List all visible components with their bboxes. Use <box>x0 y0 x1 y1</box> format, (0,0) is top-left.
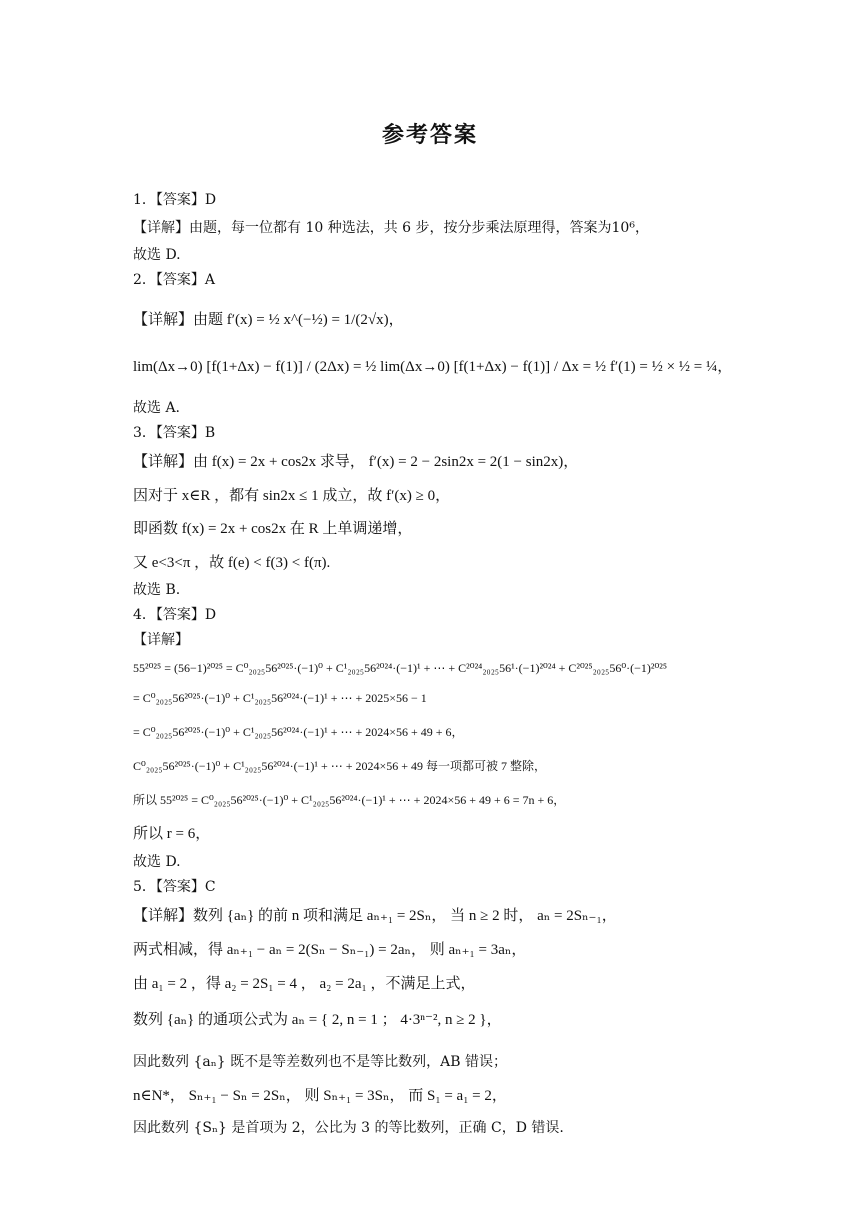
q1-detail: 【详解】由题，每一位都有 10 种选法，共 6 步，按分步乘法原理得，答案为10⁶， <box>133 220 649 236</box>
q3-answer: 3．【答案】B <box>133 425 216 441</box>
q5-detail: 【详解】数列 {aₙ} 的前 n 项和满足 aₙ₊₁ = 2Sₙ， 当 n ≥ 2 时， aₙ = 2Sₙ₋₁， <box>133 908 617 924</box>
q5-step6: 因此数列 {Sₙ} 是首项为 2，公比为 3 的等比数列，正确 C，D 错误. <box>133 1120 564 1136</box>
q3-step2: 即函数 f(x) = 2x + cos2x 在 R 上单调递增， <box>133 521 413 537</box>
q4-answer: 4．【答案】D <box>133 607 217 623</box>
q1-answer: 1．【答案】D <box>133 192 217 208</box>
q5-step1: 两式相减，得 aₙ₊₁ − aₙ = 2(Sₙ − Sₙ₋₁) = 2aₙ， 则 aₙ₊₁ = 3aₙ， <box>133 942 527 958</box>
q3-step3: 又 e<3<π ，故 f(e) < f(3) < f(π). <box>133 555 331 571</box>
q5-step3: 数列 {aₙ} 的通项公式为 aₙ = { 2, n = 1 ； 4·3ⁿ⁻², n ≥ 2 }， <box>133 1012 502 1028</box>
q4-eq2: = C⁰₂₀₂₅56²⁰²⁵·(−1)⁰ + C¹₂₀₂₅56²⁰²⁴·(−1)¹ + ⋯ + 2025×56 − 1 <box>133 691 427 705</box>
q2-limit: lim(Δx→0) [f(1+Δx) − f(1)] / (2Δx) = ½ lim(Δx→0) [f(1+Δx) − f(1)] / Δx = ½ f′(1) = ½ × ½ = ¼， <box>133 359 733 375</box>
q3-choice: 故选 B. <box>133 582 181 598</box>
q5-step5: n∈N*， Sₙ₊₁ − Sₙ = 2Sₙ， 则 Sₙ₊₁ = 3Sₙ， 而 S₁ = a₁ = 2， <box>133 1088 507 1104</box>
q3-step1: 因对于 x∈R ，都有 sin2x ≤ 1 成立，故 f′(x) ≥ 0， <box>133 488 451 504</box>
q4-detail: 【详解】 <box>133 632 189 648</box>
q3-detail: 【详解】由 f(x) = 2x + cos2x 求导， f′(x) = 2 − 2sin2x = 2(1 − sin2x)， <box>133 454 579 470</box>
q4-choice: 故选 D. <box>133 854 181 870</box>
q4-eq5: 所以 55²⁰²⁵ = C⁰₂₀₂₅56²⁰²⁵·(−1)⁰ + C¹₂₀₂₅56²⁰²⁴·(−1)¹ + ⋯ + 2024×56 + 49 + 6 = 7n + 6， <box>133 793 566 807</box>
q4-eq4: C⁰₂₀₂₅56²⁰²⁵·(−1)⁰ + C¹₂₀₂₅56²⁰²⁴·(−1)¹ + ⋯ + 2024×56 + 49 每一项都可被 7 整除， <box>133 759 547 773</box>
q2-detail: 【详解】由题 f′(x) = ½ x^(−½) = 1/(2√x)， <box>133 312 404 328</box>
q4-eq1: 55²⁰²⁵ = (56−1)²⁰²⁵ = C⁰₂₀₂₅56²⁰²⁵·(−1)⁰ + C¹₂₀₂₅56²⁰²⁴·(−1)¹ + ⋯ + C²⁰²⁴₂₀₂₅56¹·(−1)²⁰²⁴ + C²⁰²⁵₂₀₂₅56⁰·(−1)²⁰²⁵ <box>133 661 668 675</box>
page-title: 参考答案 <box>381 123 478 148</box>
q5-step4: 因此数列 {aₙ} 既不是等差数列也不是等比数列，AB 错误； <box>133 1054 507 1070</box>
q2-answer: 2．【答案】A <box>133 272 216 288</box>
q5-answer: 5．【答案】C <box>133 879 216 895</box>
q1-choice: 故选 D. <box>133 247 181 263</box>
q5-step2: 由 a₁ = 2 ，得 a₂ = 2S₁ = 4 ， a₂ = 2a₁ ，不满足上式， <box>133 976 476 992</box>
q4-r: 所以 r = 6， <box>133 826 211 842</box>
q2-choice: 故选 A. <box>133 400 181 416</box>
q4-eq3: = C⁰₂₀₂₅56²⁰²⁵·(−1)⁰ + C¹₂₀₂₅56²⁰²⁴·(−1)¹ + ⋯ + 2024×56 + 49 + 6， <box>133 725 464 739</box>
